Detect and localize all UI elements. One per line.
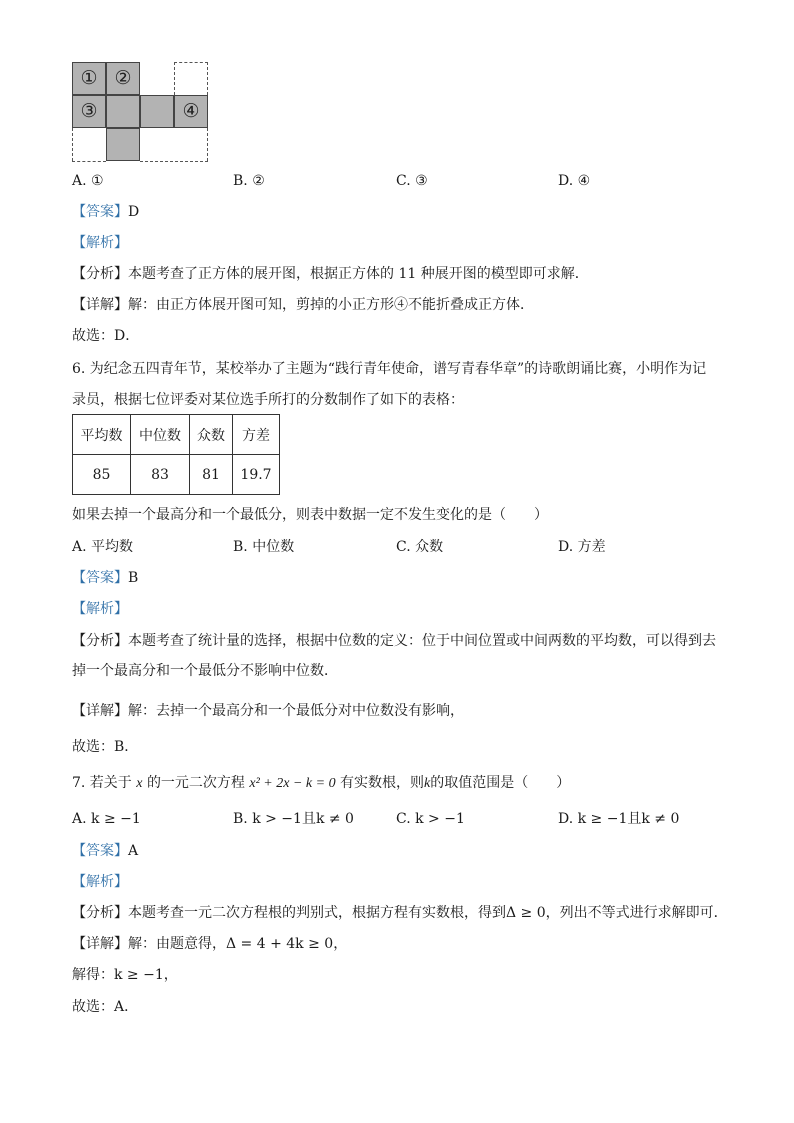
table-cell: 19.7: [233, 455, 280, 495]
solve-line: 解得：k ≥ −1，: [72, 967, 178, 983]
table-cell: 85: [73, 455, 131, 495]
option-a: A. k ≥ −1: [72, 811, 141, 827]
question-stem: 录员，根据七位评委对某位选手所打的分数制作了如下的表格：: [72, 392, 464, 408]
analysis-heading: 【解析】: [72, 235, 128, 251]
dashed-edge: [140, 161, 208, 162]
analysis-line: 【分析】本题考查一元二次方程根的判别式，根据方程有实数根，得到Δ ≥ 0，列出不等式进行求解即可．: [72, 905, 728, 921]
option-d: D. ④: [558, 173, 591, 189]
analysis-line: 掉一个最高分和一个最低分不影响中位数．: [72, 663, 338, 679]
option-d: D. 方差: [558, 539, 606, 555]
question-text: 如果去掉一个最高分和一个最低分，则表中数据一定不发生变化的是（ ）: [72, 507, 548, 523]
question-stem: 6. 为纪念五四青年节，某校举办了主题为“践行青年使命，谱写青春华章”的诗歌朗诵比赛，小明作为记: [72, 361, 707, 377]
table-header-cell: 方差: [233, 415, 280, 455]
table-cell: 83: [131, 455, 190, 495]
conclusion-line: 故选：B．: [72, 739, 139, 755]
dashed-edge: [207, 128, 208, 161]
detail-line: 【详解】解：去掉一个最高分和一个最低分对中位数没有影响，: [72, 703, 464, 719]
dashed-edge: [174, 62, 208, 63]
option-a: A. ①: [72, 173, 104, 189]
analysis-line: 【分析】本题考查了正方体的展开图，根据正方体的 11 种展开图的模型即可求解．: [72, 266, 589, 282]
analysis-heading: 【解析】: [72, 874, 128, 890]
option-c: C. 众数: [396, 539, 444, 555]
conclusion-line: 故选：D．: [72, 328, 140, 344]
answer-line: 【答案】B: [72, 570, 139, 586]
net-square-4: ④: [174, 95, 208, 128]
table-header-cell: 平均数: [73, 415, 131, 455]
option-b: B. 中位数: [233, 539, 295, 555]
answer-line: 【答案】D: [72, 204, 140, 220]
option-c: C. ③: [396, 173, 428, 189]
dashed-edge: [174, 62, 175, 95]
table-cell: 81: [190, 455, 233, 495]
analysis-line: 【分析】本题考查了统计量的选择，根据中位数的定义：位于中间位置或中间两数的平均数，可以得到去: [72, 633, 716, 649]
option-a: A. 平均数: [72, 539, 134, 555]
option-d: D. k ≥ −1且k ≠ 0: [558, 811, 680, 827]
score-statistics-table: [72, 414, 280, 495]
option-b: B. ②: [233, 173, 265, 189]
table-row: [73, 455, 280, 495]
net-square-center: [106, 95, 140, 128]
answer-line: 【答案】A: [72, 843, 139, 859]
table-header-cell: 众数: [190, 415, 233, 455]
option-c: C. k > −1: [396, 811, 465, 827]
dashed-edge: [72, 128, 73, 161]
net-square-1: ①: [72, 62, 106, 95]
cube-net-figure: [72, 62, 208, 162]
detail-line: 【详解】解：由题意得，Δ = 4 + 4k ≥ 0，: [72, 936, 348, 952]
net-square-2: ②: [106, 62, 140, 95]
table-header-cell: 中位数: [131, 415, 190, 455]
net-square-right: [140, 95, 174, 128]
detail-line: 【详解】解：由正方体展开图可知，剪掉的小正方形④不能折叠成正方体．: [72, 297, 534, 313]
dashed-edge: [207, 62, 208, 95]
question-stem: 7. 若关于 x 的一元二次方程 x² + 2x − k = 0 有实数根，则k的取值范围是（ ）: [72, 775, 571, 791]
net-square-3: ③: [72, 95, 106, 128]
option-b: B. k > −1且k ≠ 0: [233, 811, 354, 827]
analysis-heading: 【解析】: [72, 601, 128, 617]
net-square-bottom: [106, 128, 140, 161]
dashed-edge: [72, 161, 106, 162]
table-header-row: [73, 415, 280, 455]
conclusion-line: 故选：A．: [72, 999, 139, 1015]
